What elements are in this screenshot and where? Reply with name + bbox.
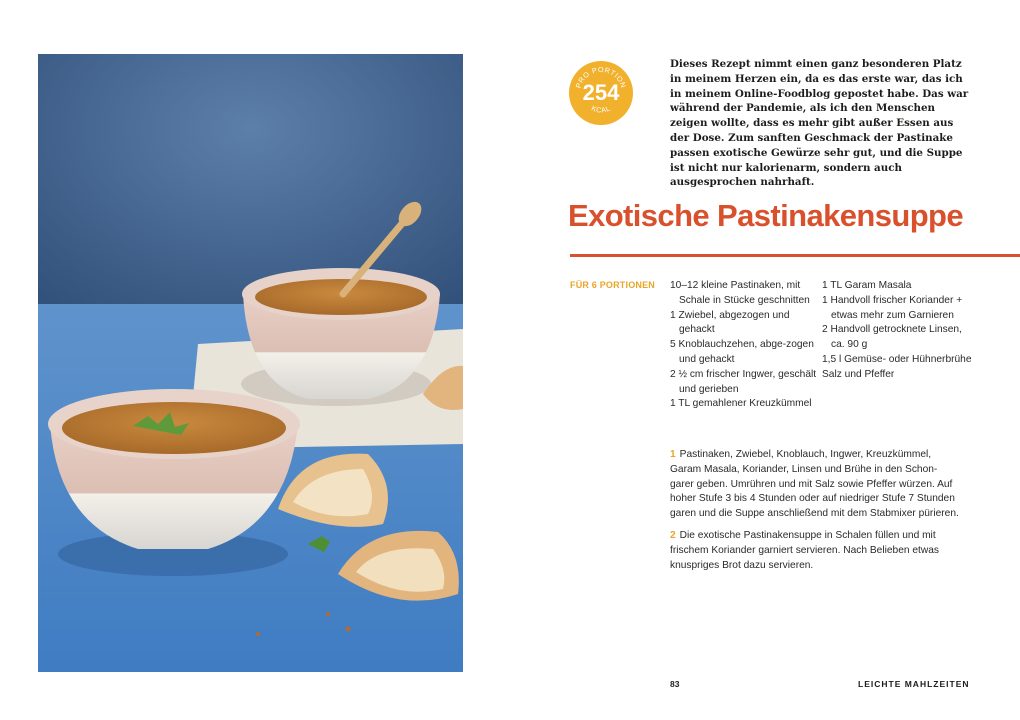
step-item xyxy=(670,448,960,522)
section-title: LEICHTE MAHLZEITEN xyxy=(858,679,970,689)
ingredient-item: 1 Handvoll frischer Koriander + etwas mehr zum Garnieren xyxy=(822,294,963,321)
badge-unit: KCAL xyxy=(590,103,612,115)
intro-paragraph: Dieses Rezept nimmt einen ganz besonderen Platz in meinem Herzen ein, da es das erste war, das ich in meinem Online-Foodblog gepostet habe. Das war während der Pandemie, als ich den Menschen zeigen wollte, dass es mehr gibt außer Essen aus der Dose. Zum sanften Geschmack der Pastinake passen exotische Gewürze sehr gut, und die Suppe ist nicht nur kalorienarm, sondern auch ausgesprochen nahrhaft. xyxy=(670,58,969,189)
ingredients-column-2 xyxy=(822,279,972,383)
badge-top-text: PRO PORTION xyxy=(573,64,629,90)
ingredient-item: 1 TL gemahlener Kreuzkümmel xyxy=(670,398,812,410)
page-number: 83 xyxy=(670,679,680,689)
ingredient-item: 1 TL Garam Masala xyxy=(822,280,912,291)
ingredient-item: 2 ½ cm frischer Ingwer, geschält und gerieben xyxy=(670,368,817,395)
step-number: 1 xyxy=(670,449,676,460)
step-text: Pastinaken, Zwiebel, Knoblauch, Ingwer, Kreuzkümmel, Garam Masala, Koriander, Linsen und Brühe in den Schon-garer geben. Umrühren und mit Salz sowie Pfeffer würzen. Auf hoher Stufe 3 bis 4 Stunden oder auf niedriger Stufe 7 Stunden garen und die Suppe anschließend mit dem Stabmixer pürieren. xyxy=(670,449,959,520)
soup-photo xyxy=(38,54,463,672)
servings-label: FÜR 6 PORTIONEN xyxy=(570,280,656,290)
ingredient-item: Salz und Pfeffer xyxy=(822,368,895,380)
step-text: Die exotische Pastinakensuppe in Schalen füllen und mit frischem Koriander garniert servieren. Nach Belieben etwas knuspriges Brot dazu servieren. xyxy=(670,529,939,571)
ingredients-column-1 xyxy=(670,279,818,412)
ingredient-item: 1 Zwiebel, abgezogen und gehackt xyxy=(670,309,790,336)
recipe-title: Exotische Pastinakensuppe xyxy=(568,198,964,233)
badge-value: 254 xyxy=(582,80,620,105)
step-item xyxy=(670,529,960,573)
ingredient-item: 10–12 kleine Pastinaken, mit Schale in Stücke geschnitten xyxy=(670,280,810,306)
preparation-steps xyxy=(670,448,960,580)
title-divider xyxy=(570,254,1020,257)
ingredient-item: 1,5 l Gemüse- oder Hühnerbrühe xyxy=(822,353,972,365)
ingredient-item: 5 Knoblauchzehen, abge-zogen und gehackt xyxy=(670,339,814,365)
ingredient-item: 2 Handvoll getrocknete Linsen, ca. 90 g xyxy=(822,324,962,351)
kcal-badge xyxy=(568,60,634,126)
step-number: 2 xyxy=(670,529,676,541)
